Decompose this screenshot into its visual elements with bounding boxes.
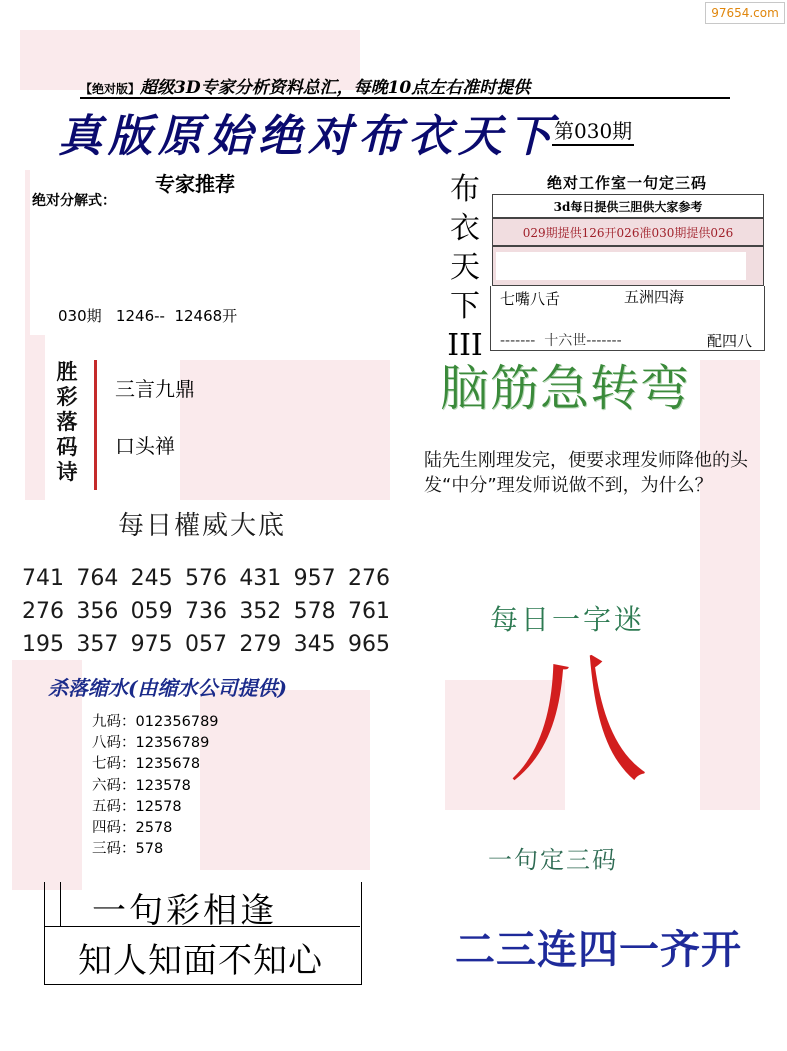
sentence-answer: 二三连四一齐开 xyxy=(455,927,742,973)
grid-cell: 356 xyxy=(76,599,119,624)
kill-code-list xyxy=(92,712,219,860)
meet-title: 一句彩相逢 xyxy=(92,891,277,931)
grid-cell: 957 xyxy=(293,566,336,591)
daily-base-title: 每日權威大底 xyxy=(118,511,287,541)
grid-cell: 761 xyxy=(347,599,390,624)
kill-label: 八码： xyxy=(92,735,136,752)
background-patch xyxy=(700,360,760,810)
riddle-character: 八 xyxy=(508,640,649,803)
poem-vertical-char: 胜 xyxy=(56,360,78,384)
poem-vertical-char: 诗 xyxy=(56,460,78,484)
site-tag[interactable]: 97654.com xyxy=(705,2,785,24)
studio-vertical-char: 布 xyxy=(450,172,480,207)
poem-divider xyxy=(94,360,97,490)
studio-row-daily: 3d每日提供三胆供大家参考 xyxy=(492,194,764,218)
list-item xyxy=(92,712,219,733)
grid-row xyxy=(22,562,390,595)
expert-result: 030期 1246-- 12468开 xyxy=(58,307,238,325)
grid-cell: 276 xyxy=(347,566,390,591)
grid-cell: 965 xyxy=(347,632,390,657)
riddle-title: 每日一字迷 xyxy=(490,603,646,636)
kill-label: 四码： xyxy=(92,820,136,837)
grid-cell: 279 xyxy=(239,632,282,657)
kill-value: 1235678 xyxy=(135,756,201,773)
poem-line: 三言九鼎 xyxy=(115,377,195,401)
kill-value: 123578 xyxy=(135,777,191,794)
studio-vertical-char: 下 xyxy=(450,289,480,324)
list-item xyxy=(92,754,219,775)
background-patch xyxy=(200,690,370,870)
kill-value: 12578 xyxy=(135,798,182,815)
kill-value: 012356789 xyxy=(135,714,219,730)
expert-formula-label: 绝对分解式： xyxy=(32,193,116,209)
grid-cell: 578 xyxy=(293,599,336,624)
grid-cell: 352 xyxy=(239,599,282,624)
brain-teaser-title: 脑筋急转弯 xyxy=(440,360,691,417)
studio-title: 绝对工作室一句定三码 xyxy=(546,174,707,192)
list-item xyxy=(92,839,219,860)
studio-vertical-char: 衣 xyxy=(450,211,480,246)
grid-cell: 576 xyxy=(184,566,227,591)
list-item xyxy=(92,776,219,797)
brain-teaser-question: 陆先生刚理发完，便要求理发师降他的头发“中分”理发师说做不到，为什么？ xyxy=(424,450,748,496)
grid-cell: 057 xyxy=(184,632,227,657)
studio-blank-field xyxy=(496,252,746,280)
kill-label: 六码： xyxy=(92,777,136,794)
grid-cell: 741 xyxy=(22,566,64,591)
banner-text: 超级3D专家分析资料总汇，每晚10点左右准时提供 xyxy=(140,78,531,98)
expert-title: 专家推荐 xyxy=(155,172,235,196)
studio-clue: ------- 十六世------- xyxy=(500,333,622,349)
page-title: 真版原始绝对布衣天下 xyxy=(58,111,558,162)
meet-answer: 知人知面不知心 xyxy=(78,941,323,981)
grid-row xyxy=(22,595,390,628)
poem-vertical-title xyxy=(38,360,96,485)
grid-cell: 431 xyxy=(239,566,282,591)
studio-clue: 五洲四海 xyxy=(624,288,685,306)
poem-vertical-char: 彩 xyxy=(56,385,78,409)
grid-cell: 059 xyxy=(130,599,173,624)
grid-cell: 345 xyxy=(293,632,336,657)
poem-line: 口头禅 xyxy=(115,434,175,458)
grid-cell: 245 xyxy=(130,566,173,591)
grid-cell: 195 xyxy=(22,632,64,657)
kill-label: 五码： xyxy=(92,798,136,815)
list-item xyxy=(92,797,219,818)
grid-cell: 975 xyxy=(130,632,173,657)
studio-row-history: 029期提供126开026准030期提供026 xyxy=(492,218,764,246)
meet-vertical-rule xyxy=(60,882,61,926)
grid-cell: 357 xyxy=(76,632,119,657)
grid-cell: 276 xyxy=(22,599,64,624)
grid-row xyxy=(22,628,390,661)
top-banner xyxy=(80,73,730,99)
studio-vertical-title xyxy=(445,170,485,365)
poem-vertical-char: 码 xyxy=(56,435,78,459)
kill-label: 九码： xyxy=(92,714,136,730)
kill-value: 578 xyxy=(135,841,164,858)
background-patch xyxy=(180,360,390,500)
grid-cell: 736 xyxy=(184,599,227,624)
edition-label: 【绝对版】 xyxy=(80,82,141,96)
studio-vertical-char: III xyxy=(447,328,483,363)
grid-cell: 764 xyxy=(76,566,119,591)
sentence-title: 一句定三码 xyxy=(488,846,618,874)
list-item xyxy=(92,818,219,839)
daily-base-grid xyxy=(22,562,402,661)
issue-label: 第030期 xyxy=(552,115,634,146)
studio-vertical-char: 天 xyxy=(450,250,480,285)
list-item xyxy=(92,733,219,754)
kill-label: 三码： xyxy=(92,841,136,858)
kill-code-title: 杀落缩水(由缩水公司提供) xyxy=(48,676,287,700)
studio-clue: 七嘴八舌 xyxy=(500,290,561,308)
kill-value: 12356789 xyxy=(135,735,210,752)
poem-vertical-char: 落 xyxy=(56,410,78,434)
kill-label: 七码： xyxy=(92,756,136,773)
kill-value: 2578 xyxy=(135,820,173,837)
studio-clue: 配四八 xyxy=(707,332,753,350)
